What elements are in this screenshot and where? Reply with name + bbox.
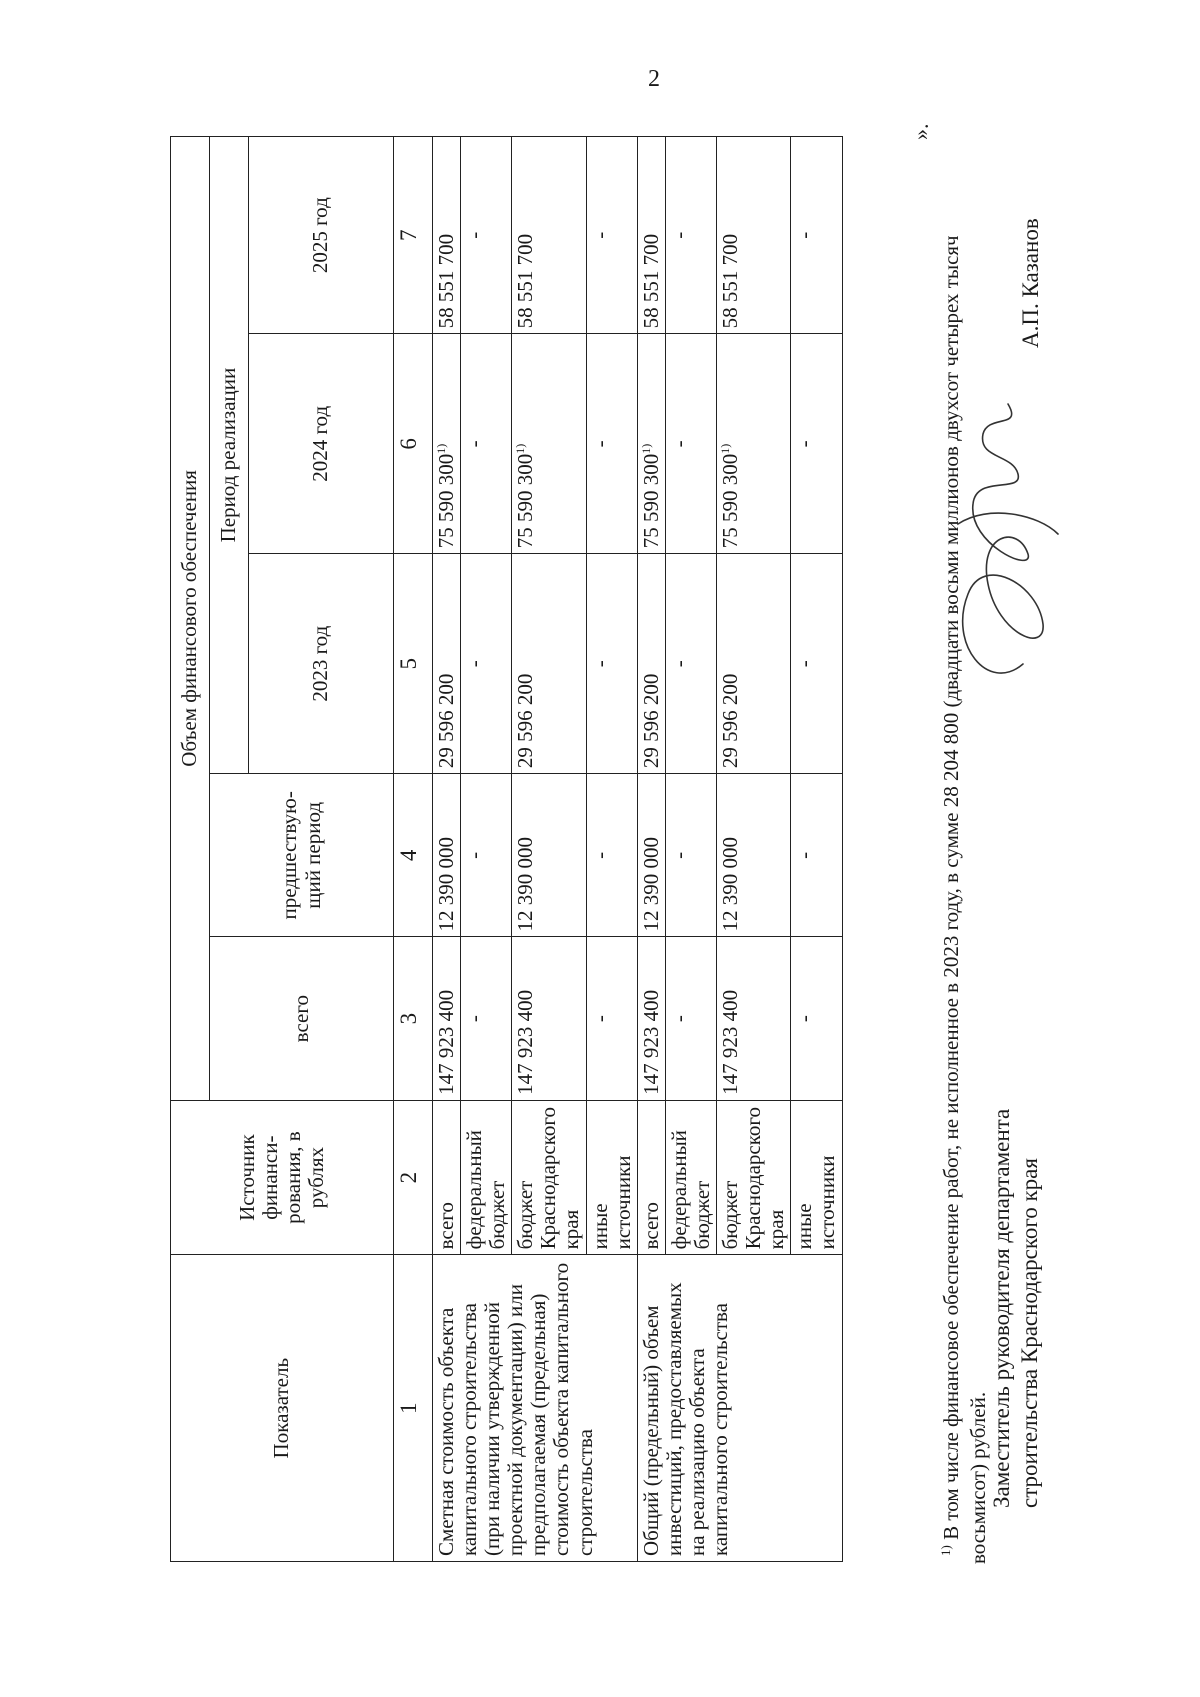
total-cell: - <box>665 937 716 1100</box>
closing-quote: ». <box>908 123 933 140</box>
column-number: 1 <box>394 1255 433 1562</box>
year-2023-cell: - <box>586 554 637 774</box>
header-year-2024: 2024 год <box>249 334 394 554</box>
signatory-position: Заместитель руководителя департамента строительства Краснодарского края <box>989 1108 1042 1508</box>
year-2025-cell: - <box>665 137 716 334</box>
header-implementation-period: Период реализации <box>210 137 249 774</box>
previous-period-cell: - <box>791 774 842 937</box>
total-cell: 147 923 400 <box>433 937 461 1100</box>
column-number: 4 <box>394 774 433 937</box>
year-2025-cell: - <box>461 137 512 334</box>
previous-period-cell: - <box>586 774 637 937</box>
total-cell: 147 923 400 <box>717 937 791 1100</box>
year-2023-cell: 29 596 200 <box>512 554 586 774</box>
footnote-marker: 1) <box>434 443 448 454</box>
source-cell: иные источники <box>791 1100 842 1255</box>
footnote-marker: 1) <box>513 443 528 454</box>
year-2025-cell: - <box>791 137 842 334</box>
previous-period-cell: 12 390 000 <box>433 774 461 937</box>
year-2025-cell: 58 551 700 <box>717 137 791 334</box>
year-2024-cell <box>433 334 461 554</box>
total-cell: - <box>791 937 842 1100</box>
previous-period-cell: 12 390 000 <box>512 774 586 937</box>
total-cell: - <box>461 937 512 1100</box>
column-number: 3 <box>394 937 433 1100</box>
footnote <box>938 134 993 1564</box>
year-2023-cell: 29 596 200 <box>717 554 791 774</box>
indicator-cell: Общий (предельный) объем инвестиций, предоставляемых на реализацию объекта капитального строительства <box>637 1255 842 1562</box>
header-year-2025: 2025 год <box>249 137 394 334</box>
source-cell: бюджет Краснодарского края <box>512 1100 586 1255</box>
year-2023-cell: 29 596 200 <box>637 554 665 774</box>
year-2024-cell: - <box>791 334 842 554</box>
total-cell: 147 923 400 <box>512 937 586 1100</box>
page-number: 2 <box>648 66 660 92</box>
table-row <box>637 137 665 1562</box>
header-indicator: Показатель <box>171 1255 394 1562</box>
signature-block <box>988 134 1048 1564</box>
rotated-content <box>170 123 1050 1564</box>
header-row-1 <box>171 137 210 1562</box>
column-number: 7 <box>394 137 433 334</box>
footnote-marker: 1) <box>718 443 733 454</box>
header-total: всего <box>210 937 394 1100</box>
year-2025-cell: 58 551 700 <box>433 137 461 334</box>
header-source: Источник финанси-рования, в рублях <box>171 1100 394 1255</box>
year-2024-value: 75 590 300 <box>434 453 458 549</box>
year-2024-cell: - <box>665 334 716 554</box>
year-2023-cell: - <box>461 554 512 774</box>
source-cell: федеральный бюджет <box>461 1100 512 1255</box>
previous-period-cell: - <box>665 774 716 937</box>
year-2024-cell: - <box>586 334 637 554</box>
year-2023-cell: - <box>665 554 716 774</box>
table-row <box>433 137 461 1562</box>
year-2024-cell <box>512 334 586 554</box>
signatory-name: А.П. Казанов <box>1018 218 1043 348</box>
footnote-marker: 1) <box>638 443 653 454</box>
footnote-text: В том числе финансовое обеспечение работ, не исполненное в 2023 году, в сумме 28 204 800 (двадцати восьми миллионов двухсот четырех тысяч восьмисот) рублей. <box>939 235 991 1564</box>
source-cell: всего <box>433 1100 461 1255</box>
year-2024-cell <box>717 334 791 554</box>
indicator-cell: Сметная стоимость объекта капитального строительства (при наличии утвержденной проектной документации) или предполагаемая (предельная) стоимость объекта капитального строительства <box>433 1255 638 1562</box>
column-number: 2 <box>394 1100 433 1255</box>
document-sheet <box>170 123 1050 1564</box>
source-cell: федеральный бюджет <box>665 1100 716 1255</box>
source-cell: всего <box>637 1100 665 1255</box>
header-previous-period: предшествую-щий период <box>210 774 394 937</box>
header-financing-volume: Объем финансового обеспечения <box>171 137 210 1101</box>
previous-period-cell: 12 390 000 <box>637 774 665 937</box>
header-year-2023: 2023 год <box>249 554 394 774</box>
year-2024-cell: - <box>461 334 512 554</box>
year-2025-cell: 58 551 700 <box>637 137 665 334</box>
source-cell: иные источники <box>586 1100 637 1255</box>
total-cell: 147 923 400 <box>637 937 665 1100</box>
column-number-row <box>394 137 433 1562</box>
handwritten-signature <box>928 374 1078 704</box>
source-cell: бюджет Краснодарского края <box>717 1100 791 1255</box>
year-2025-cell: - <box>586 137 637 334</box>
previous-period-cell: - <box>461 774 512 937</box>
year-2024-cell <box>637 334 665 554</box>
column-number: 6 <box>394 334 433 554</box>
previous-period-cell: 12 390 000 <box>717 774 791 937</box>
footnote-marker: 1) <box>938 1545 953 1556</box>
year-2024-value: 75 590 300 <box>638 453 663 549</box>
year-2024-value: 75 590 300 <box>718 453 743 549</box>
year-2023-cell: - <box>791 554 842 774</box>
year-2024-value: 75 590 300 <box>513 453 538 549</box>
year-2023-cell: 29 596 200 <box>433 554 461 774</box>
year-2025-cell: 58 551 700 <box>512 137 586 334</box>
financing-table <box>170 136 843 1562</box>
total-cell: - <box>586 937 637 1100</box>
column-number: 5 <box>394 554 433 774</box>
